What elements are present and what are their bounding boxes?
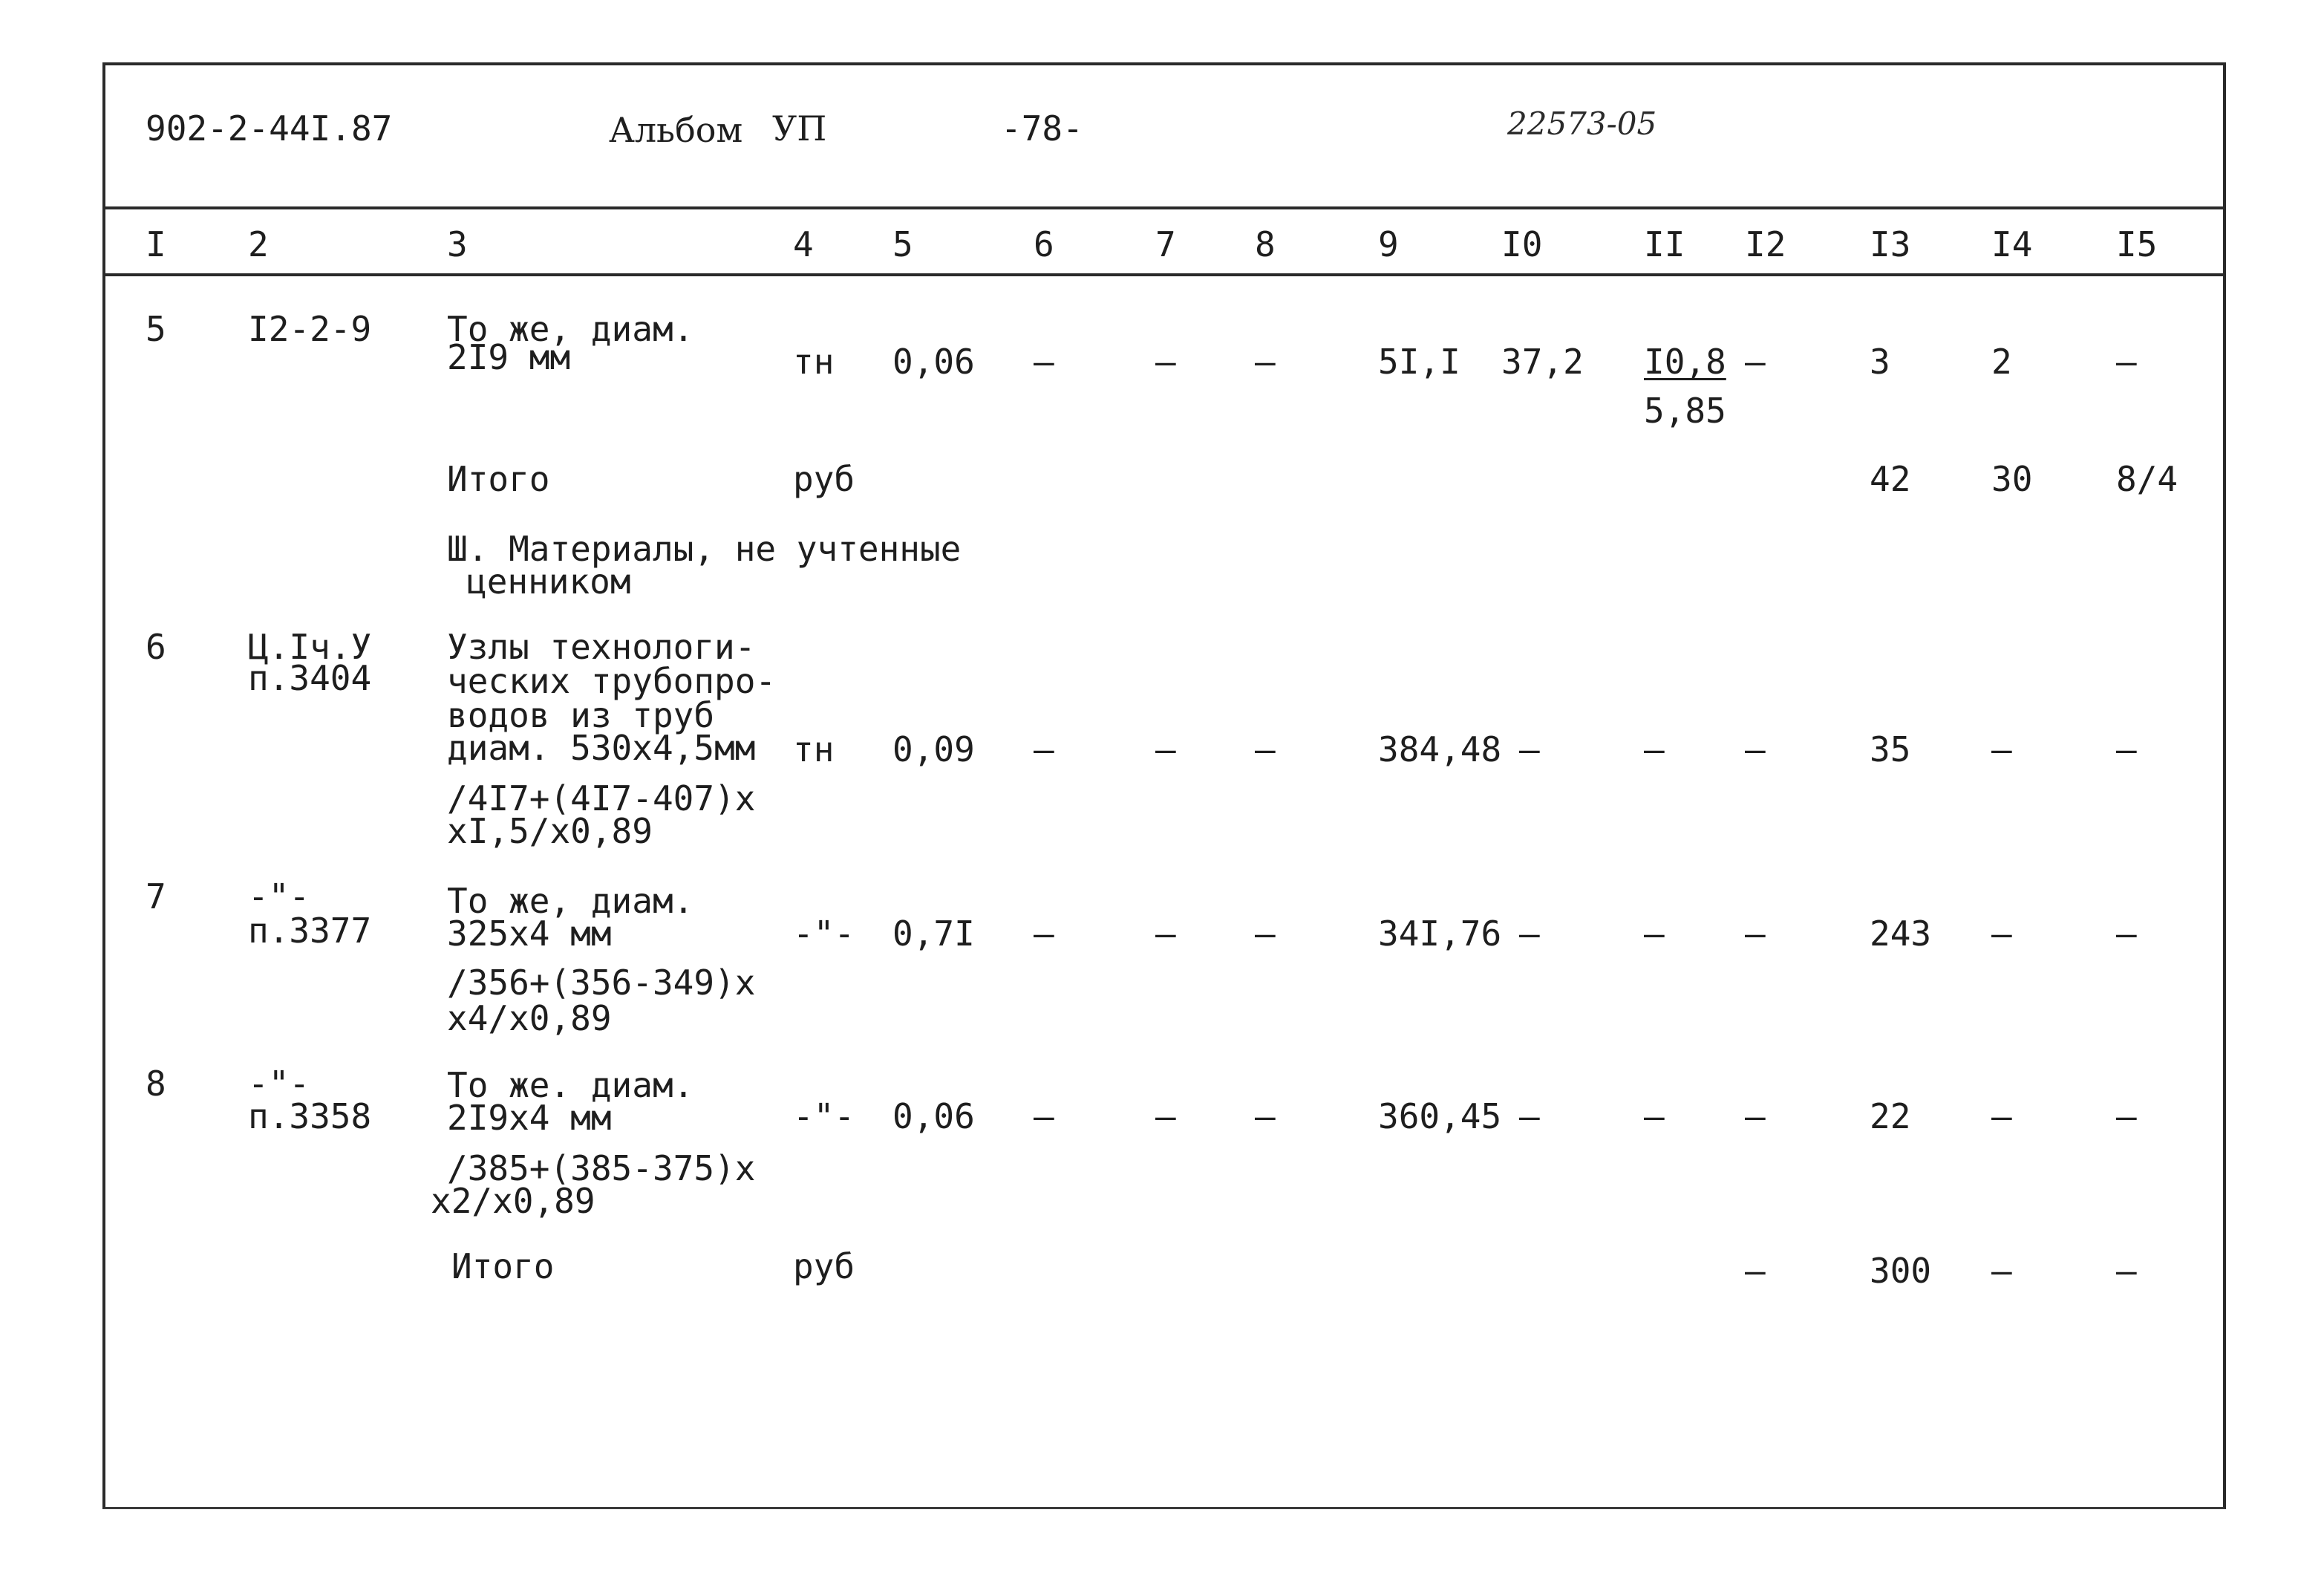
col-13-value: 42 xyxy=(1870,459,1911,499)
col-10-header: I0 xyxy=(1501,224,1543,264)
col-12-value: – xyxy=(1745,1251,1766,1291)
page-frame xyxy=(102,62,2226,1509)
col-8-value: – xyxy=(1255,914,1276,954)
unit: тн xyxy=(793,342,835,382)
col-9-value: 384,48 xyxy=(1378,729,1502,769)
description-line: 2I9х4 мм xyxy=(447,1098,612,1138)
quantity: 0,7I xyxy=(892,914,975,954)
unit: -"- xyxy=(793,914,855,954)
col-11-value: – xyxy=(1644,1096,1665,1136)
description-line: То же, диам. xyxy=(447,309,694,349)
quantity: 0,06 xyxy=(892,342,975,382)
description-line: То же. диам. xyxy=(447,1065,694,1105)
col-14-header: I4 xyxy=(1991,224,2033,264)
col-10-value: 37,2 xyxy=(1501,342,1584,382)
section-title-cont: ценником xyxy=(466,561,631,602)
col-5-header: 5 xyxy=(892,224,913,264)
description-line: То же, диам. xyxy=(447,881,694,921)
col-3-header: 3 xyxy=(447,224,468,264)
col-15-value: – xyxy=(2116,1251,2137,1291)
col-9-header: 9 xyxy=(1378,224,1399,264)
col-7-value: – xyxy=(1155,342,1176,382)
col-8-value: – xyxy=(1255,729,1276,769)
price-code: Ц.Iч.У xyxy=(248,627,372,667)
col-13-value: 22 xyxy=(1870,1096,1911,1136)
col-11-value: I0,8 xyxy=(1644,342,1726,382)
row-number: 7 xyxy=(146,876,166,917)
formula-line: х4/х0,89 xyxy=(447,998,612,1038)
col-14-value: 30 xyxy=(1991,459,2033,499)
album-label: Альбом xyxy=(609,110,743,150)
col-7-value: – xyxy=(1155,1096,1176,1136)
col-2-header: 2 xyxy=(248,224,269,264)
col-7-header: 7 xyxy=(1155,224,1176,264)
col-14-value: – xyxy=(1991,914,2012,954)
col-9-value: 360,45 xyxy=(1378,1096,1502,1136)
album-number: УП xyxy=(772,108,827,149)
document-code: 902-2-44I.87 xyxy=(146,108,393,149)
formula-line: /356+(356-349)х xyxy=(447,963,756,1003)
description-line: ческих трубопро- xyxy=(447,661,777,701)
col-7-value: – xyxy=(1155,914,1176,954)
col-7-value: – xyxy=(1155,729,1176,769)
col-15-value: – xyxy=(2116,914,2137,954)
header-rule-bottom xyxy=(104,273,2225,276)
row-number: 6 xyxy=(146,627,166,667)
col-14-value: 2 xyxy=(1991,342,2012,382)
description-line: водов из труб xyxy=(447,695,715,735)
price-code: I2-2-9 xyxy=(248,309,372,349)
total-label: Итого xyxy=(451,1246,555,1286)
col-11-value: – xyxy=(1644,729,1665,769)
col-4-header: 4 xyxy=(793,224,814,264)
price-item: п.3404 xyxy=(248,658,372,698)
col-8-header: 8 xyxy=(1255,224,1276,264)
header-rule-top xyxy=(104,206,2225,209)
col-6-value: – xyxy=(1034,342,1054,382)
description-line: 2I9 мм xyxy=(447,337,571,377)
col-10-value: – xyxy=(1519,729,1540,769)
formula-line: /4I7+(4I7-407)х xyxy=(447,778,756,818)
col-12-value: – xyxy=(1745,729,1766,769)
col-12-value: – xyxy=(1745,1096,1766,1136)
col-15-value: – xyxy=(2116,729,2137,769)
col-15-header: I5 xyxy=(2116,224,2158,264)
archive-stamp: 22573-05 xyxy=(1507,105,1657,142)
col-10-value: – xyxy=(1519,914,1540,954)
col-14-value: – xyxy=(1991,729,2012,769)
col-15-value: – xyxy=(2116,1096,2137,1136)
section-title: Ш. Материалы, не учтенные xyxy=(447,529,962,569)
col-6-value: – xyxy=(1034,914,1054,954)
row-number: 5 xyxy=(146,309,166,349)
col-13-value: 300 xyxy=(1870,1251,1932,1291)
col-13-value: 3 xyxy=(1870,342,1890,382)
unit: руб xyxy=(793,1246,855,1286)
col-15-value: – xyxy=(2116,342,2137,382)
col-13-value: 243 xyxy=(1870,914,1932,954)
price-code: -"- xyxy=(248,1064,310,1104)
quantity: 0,06 xyxy=(892,1096,975,1136)
price-item: п.3358 xyxy=(248,1096,372,1136)
price-item: п.3377 xyxy=(248,911,372,951)
col-12-value: – xyxy=(1745,914,1766,954)
col-8-value: – xyxy=(1255,1096,1276,1136)
col-8-value: – xyxy=(1255,342,1276,382)
unit: руб xyxy=(793,459,855,499)
col-14-value: – xyxy=(1991,1096,2012,1136)
formula-line: хI,5/х0,89 xyxy=(447,811,653,851)
col-6-value: – xyxy=(1034,729,1054,769)
page-number: -78- xyxy=(1001,108,1083,149)
total-label: Итого xyxy=(447,459,550,499)
col-9-value: 5I,I xyxy=(1378,342,1460,382)
col-6-value: – xyxy=(1034,1096,1054,1136)
description-line: диам. 530х4,5мм xyxy=(447,728,756,768)
col-11-value: – xyxy=(1644,914,1665,954)
price-code: -"- xyxy=(248,876,310,917)
formula-line: х2/х0,89 xyxy=(431,1181,595,1221)
description-line: 325х4 мм xyxy=(447,914,612,954)
description-line: Узлы технологи- xyxy=(447,627,756,667)
unit: тн xyxy=(793,729,835,769)
col-12-header: I2 xyxy=(1745,224,1786,264)
col-13-value: 35 xyxy=(1870,729,1911,769)
col-10-value: – xyxy=(1519,1096,1540,1136)
col-14-value: – xyxy=(1991,1251,2012,1291)
col-11-header: II xyxy=(1644,224,1685,264)
row-number: 8 xyxy=(146,1064,166,1104)
quantity: 0,09 xyxy=(892,729,975,769)
col-1-header: I xyxy=(146,224,166,264)
col-11-subvalue: 5,85 xyxy=(1644,391,1726,431)
col-6-header: 6 xyxy=(1034,224,1054,264)
col-9-value: 34I,76 xyxy=(1378,914,1502,954)
formula-line: /385+(385-375)х xyxy=(447,1148,756,1188)
unit: -"- xyxy=(793,1096,855,1136)
col-12-value: – xyxy=(1745,342,1766,382)
col-13-header: I3 xyxy=(1870,224,1911,264)
col-15-value: 8/4 xyxy=(2116,459,2178,499)
